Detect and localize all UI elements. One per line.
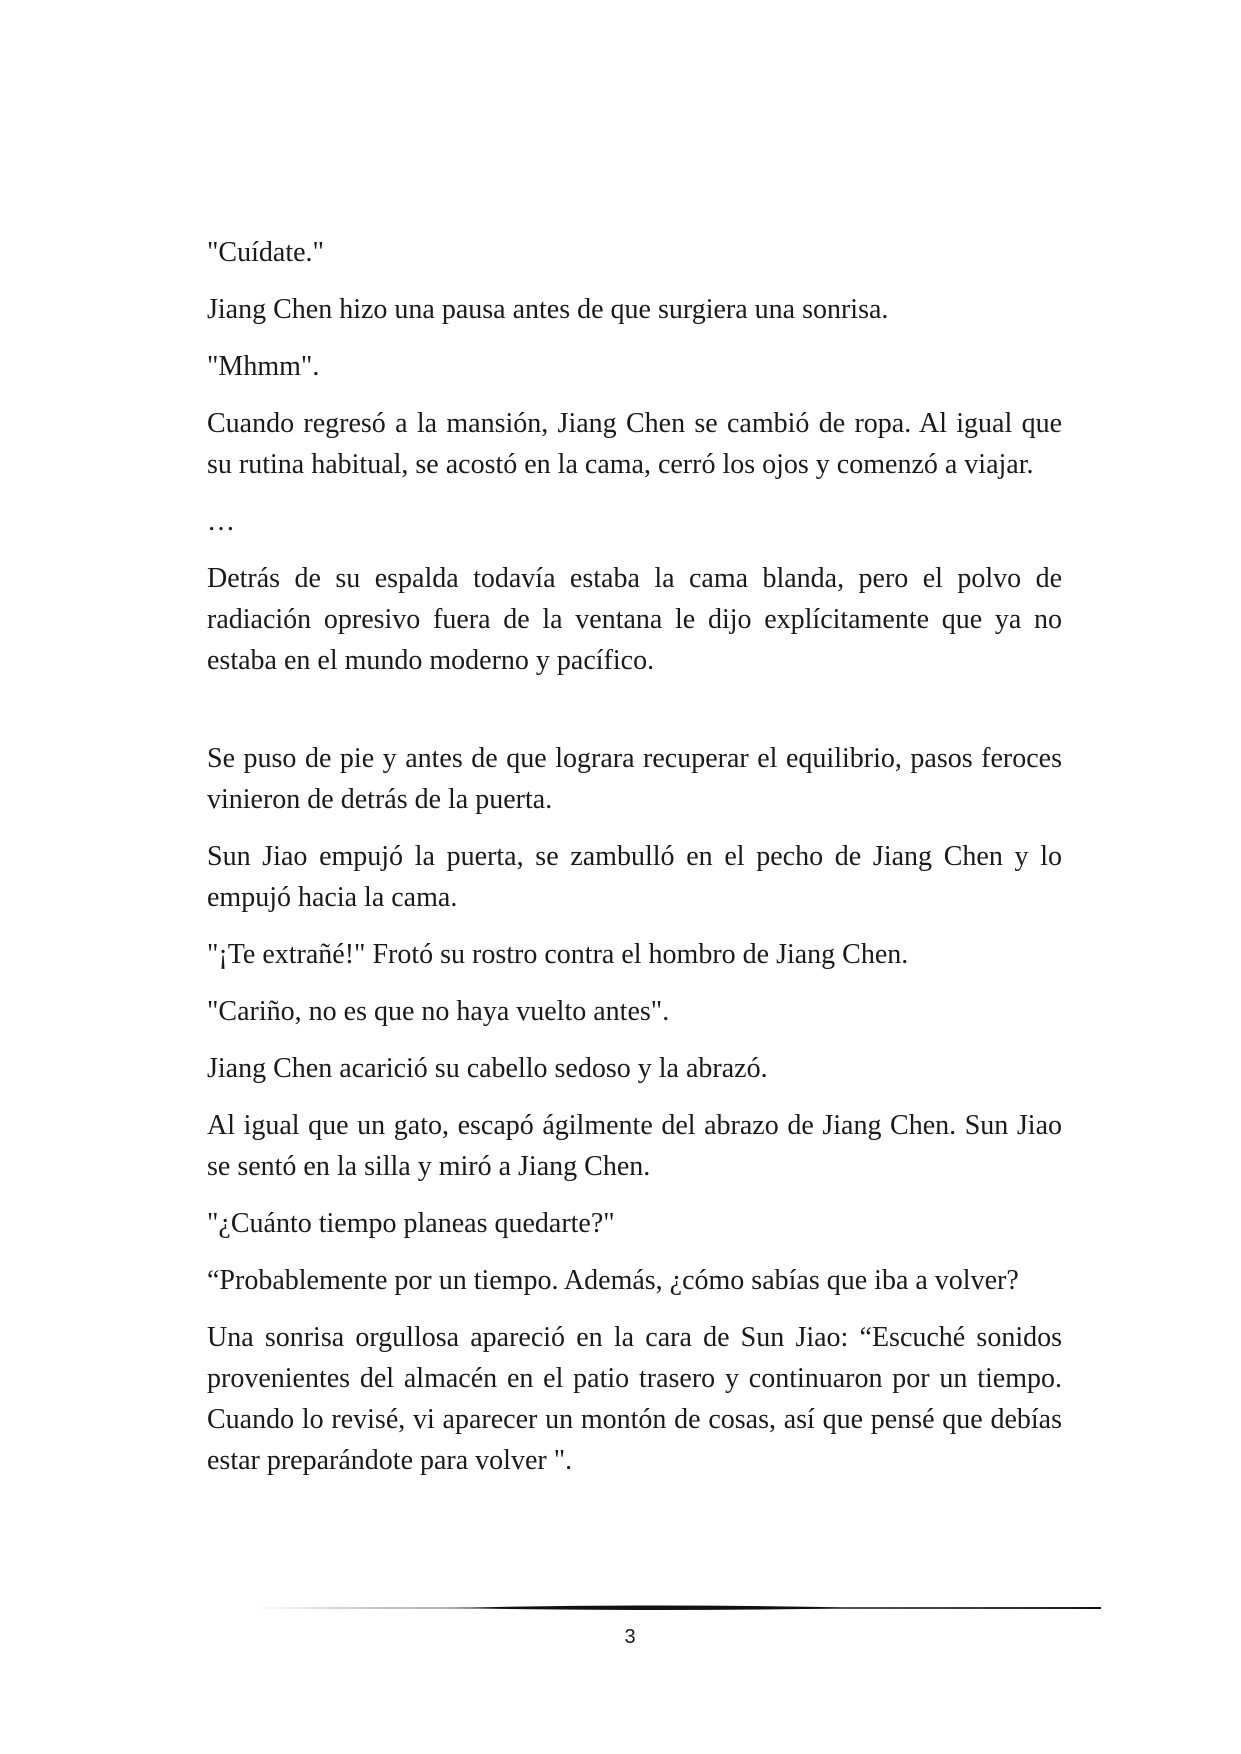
paragraph-pausa: Jiang Chen hizo una pausa antes de que surgiera una sonrisa. xyxy=(207,294,889,325)
paragraph-sun-jiao-puerta: Sun Jiao empujó la puerta, se zambulló en el pecho de Jiang Chen y lo empujó hacia la cama. xyxy=(207,841,1062,913)
paragraph-acaricio: Jiang Chen acarició su cabello sedoso y la abrazó. xyxy=(207,1053,768,1084)
paragraph-cuanto-tiempo: "¿Cuánto tiempo planeas quedarte?" xyxy=(207,1208,615,1239)
paragraph-cuidate: "Cuídate." xyxy=(207,237,324,268)
page-number: 3 xyxy=(624,1626,636,1648)
paragraph-ellipsis: … xyxy=(207,506,235,537)
paragraph-mhmm: "Mhmm". xyxy=(207,351,320,382)
paragraph-probablemente: “Probablemente por un tiempo. Además, ¿cómo sabías que iba a volver? xyxy=(207,1265,1019,1296)
body-text xyxy=(207,232,1062,1497)
paragraph-cama-blanda: Detrás de su espalda todavía estaba la cama blanda, pero el polvo de radiación opresivo fuera de la ventana le dijo explícitamente que ya no estaba en el mundo moderno y pacífico. xyxy=(207,563,1062,676)
paragraph-sonrisa-orgullosa: Una sonrisa orgullosa apareció en la cara de Sun Jiao: “Escuché sonidos provenientes del almacén en el patio trasero y continuaron por un tiempo. Cuando lo revisé, vi aparecer un montón de cosas, así que pensé que debías estar preparándote para volver ". xyxy=(207,1322,1062,1476)
footer-rule xyxy=(207,1600,1101,1616)
paragraph-te-extrane: "¡Te extrañé!" Frotó su rostro contra el hombro de Jiang Chen. xyxy=(207,939,909,970)
paragraph-mansion: Cuando regresó a la mansión, Jiang Chen se cambió de ropa. Al igual que su rutina habitual, se acostó en la cama, cerró los ojos y comenzó a viajar. xyxy=(207,408,1062,480)
paragraph-carino: "Cariño, no es que no haya vuelto antes". xyxy=(207,996,670,1027)
paragraph-de-pie: Se puso de pie y antes de que lograra recuperar el equilibrio, pasos feroces vinieron de detrás de la puerta. xyxy=(207,743,1062,815)
paragraph-gato: Al igual que un gato, escapó ágilmente del abrazo de Jiang Chen. Sun Jiao se sentó en la silla y miró a Jiang Chen. xyxy=(207,1110,1062,1182)
